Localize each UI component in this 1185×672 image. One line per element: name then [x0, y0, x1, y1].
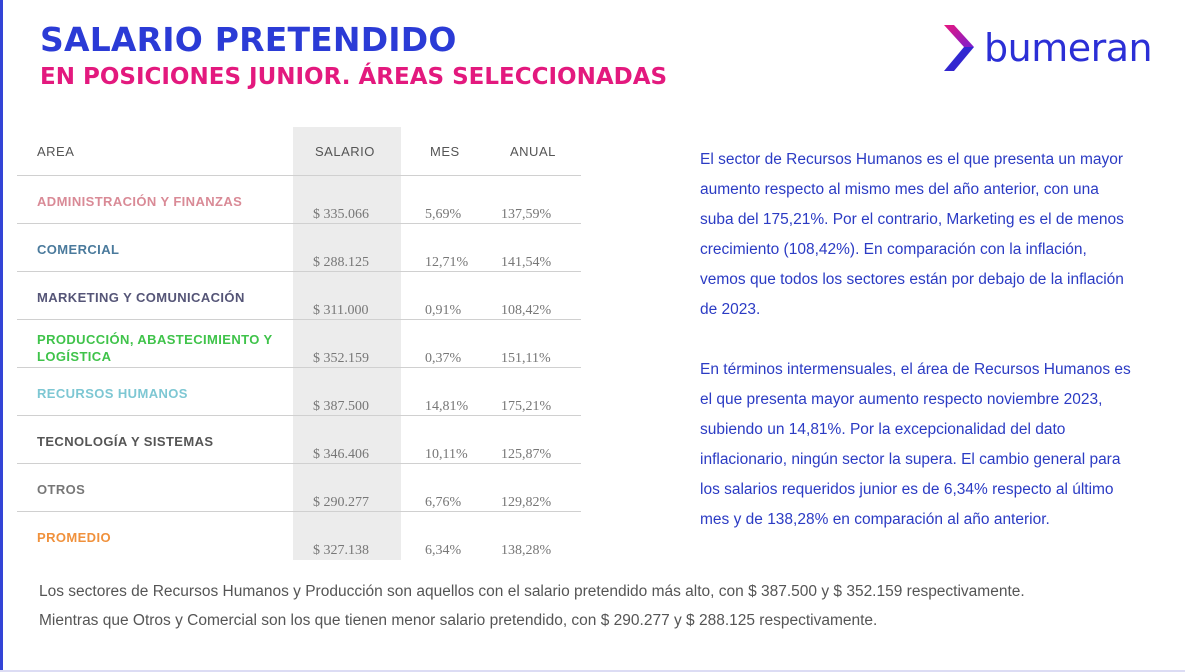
bumeran-logo [942, 22, 1152, 74]
row-mes: 12,71% [425, 255, 469, 270]
row-anual: 108,42% [501, 303, 552, 318]
row-mes: 0,91% [425, 303, 462, 318]
analysis-paragraph-2: En términos intermensuales, el área de Recursos Humanos es el que presenta mayor aumento respecto noviembre 2023, subiendo un 14,81%. Por la excepcionalidad del dato inflacionario, ningún sector la supera. El cambio general para los salarios requeridos junior es de 6,34% respecto al último mes y de 138,28% en comparación al año anterior. [700, 361, 1131, 528]
summary-line-1: Los sectores de Recursos Humanos y Producción son aquellos con el salario pretendido más alto, con $ 387.500 y $ 352.159 respectivamente. [39, 583, 1025, 600]
row-salario: $ 327.138 [313, 543, 369, 558]
analysis-paragraph-1: El sector de Recursos Humanos es el que presenta un mayor aumento respecto al mismo mes del año anterior, con una suba del 175,21%. Por el contrario, Marketing es el de menos crecimiento (108,42%). En comparación con la inflación, vemos que todos los sectores están por debajo de la inflación de 2023. [700, 151, 1124, 318]
row-salario: $ 335.066 [313, 207, 369, 222]
page-title: SALARIO PRETENDIDO [40, 20, 457, 59]
row-area: RECURSOS HUMANOS [37, 386, 188, 401]
header-mes: MES [430, 144, 460, 159]
row-mes: 6,34% [425, 543, 462, 558]
row-mes: 0,37% [425, 351, 462, 366]
table-row [17, 416, 581, 464]
row-mes: 6,76% [425, 495, 462, 510]
row-area: MARKETING Y COMUNICACIÓN [37, 290, 245, 305]
bumeran-logo-text: bumeran [984, 26, 1153, 70]
table-row-promedio [17, 512, 581, 559]
row-anual: 151,11% [501, 351, 551, 366]
row-salario: $ 311.000 [313, 303, 369, 318]
page-subtitle: EN POSICIONES JUNIOR. ÁREAS SELECCIONADAS [40, 64, 668, 90]
header-anual: ANUAL [510, 144, 556, 159]
row-anual: 129,82% [501, 495, 552, 510]
row-area: TECNOLOGÍA Y SISTEMAS [37, 434, 214, 449]
row-salario: $ 346.406 [313, 447, 369, 462]
row-area: OTROS [37, 482, 86, 497]
table-row [17, 320, 581, 368]
salary-table [17, 127, 581, 560]
row-anual: 175,21% [501, 399, 552, 414]
table-row [17, 368, 581, 416]
row-salario: $ 352.159 [313, 351, 369, 366]
row-area: PRODUCCIÓN, ABASTECIMIENTO Y LOGÍSTICA [37, 332, 273, 364]
row-mes: 5,69% [425, 207, 462, 222]
row-anual: 137,59% [501, 207, 552, 222]
header-area: AREA [37, 144, 75, 159]
table-header [17, 127, 581, 176]
row-salario: $ 290.277 [313, 495, 369, 510]
row-anual: 141,54% [501, 255, 552, 270]
bumeran-chevron-icon [942, 23, 976, 73]
summary-line-2: Mientras que Otros y Comercial son los que tienen menor salario pretendido, con $ 290.277 y $ 288.125 respectivamente. [39, 612, 878, 629]
row-mes: 14,81% [425, 399, 469, 414]
row-anual: 125,87% [501, 447, 552, 462]
row-salario: $ 288.125 [313, 255, 369, 270]
row-area: ADMINISTRACIÓN Y FINANZAS [37, 194, 243, 209]
table-row [17, 464, 581, 512]
left-accent-rule [0, 0, 3, 672]
row-mes: 10,11% [425, 447, 468, 462]
row-area: COMERCIAL [37, 242, 120, 257]
table-row [17, 272, 581, 320]
summary-text [39, 577, 1159, 635]
table-row [17, 224, 581, 272]
header-salario: SALARIO [315, 144, 375, 159]
row-anual: 138,28% [501, 543, 552, 558]
row-area: PROMEDIO [37, 530, 111, 545]
row-salario: $ 387.500 [313, 399, 369, 414]
analysis-text [700, 145, 1132, 535]
table-row [17, 176, 581, 224]
